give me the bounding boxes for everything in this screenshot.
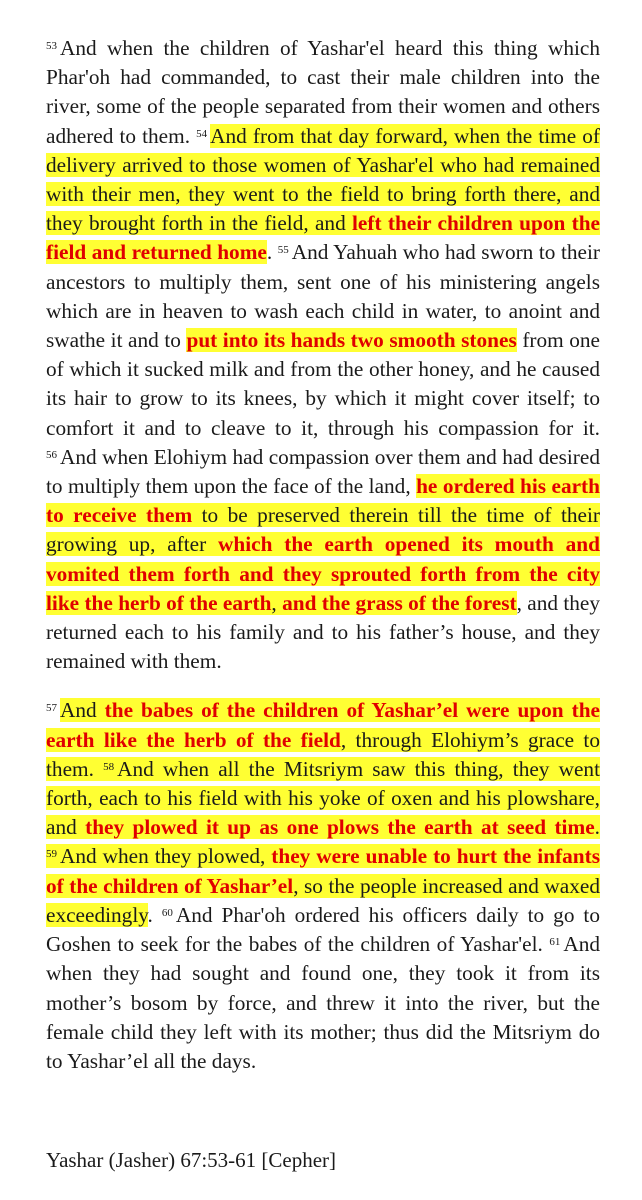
verse-59-text-cont: , so the people increased and waxed exceedingly: [46, 873, 600, 927]
verse-56-text-end: , and they returned each to his family and to his father’s house, and they remained with them.: [46, 590, 601, 674]
punctuation: .: [594, 815, 600, 840]
verse-number: 53: [46, 40, 57, 52]
verse-57-59-highlight: [46, 698, 600, 926]
emphasis-phrase: left their children upon the field and returned home: [46, 211, 600, 265]
verse-number: 55: [277, 244, 289, 257]
punctuation: ,: [271, 590, 277, 615]
verse-59-text: And when they plowed,: [60, 844, 266, 869]
verse-55-text: And Yahuah who had sworn to their ancestors to multiply them, sent one of his ministering angels which are in heaven to wash each child in water, to anoint and swathe it and to: [46, 240, 600, 353]
verse-54-text: And from that day forward, when the time of delivery arrived to those women of Yashar'el who had remained with their men, they went to the field to bring forth there, and they brought forth in the field, and: [46, 123, 600, 236]
verse-number: 56: [46, 448, 57, 461]
punctuation: .: [147, 902, 153, 927]
emphasis-phrase: and the grass of the forest: [282, 590, 517, 615]
verse-61-text: And when they had sought and found one, they took it from its mother’s bosom by force, and threw it into the river, but the female child they left with its mother; thus did the Mitsriym do to Yashar’el all the days.: [46, 932, 600, 1073]
verse-number: 57: [46, 702, 57, 715]
verse-56-text-cont: to be preserved therein till the time of their growing up, after: [46, 503, 600, 557]
verse-55-text-cont: from one of which it sucked milk and from the other honey, and he caused its hair to grow to its knees, by which it might cover itself; to comfort it and to cleave to it, through his compassion for it.: [46, 328, 601, 440]
scripture-passage: [46, 34, 600, 1076]
verse-57-text: And: [60, 698, 97, 723]
emphasis-phrase: the babes of the children of Yashar’el were upon the earth like the herb of the field: [46, 698, 600, 752]
verse-58-text: And when all the Mitsriym saw this thing, they went forth, each to his field with his yoke of oxen and his plowshare, and: [46, 756, 600, 840]
source-citation: Yashar (Jasher) 67:53-61 [Cepher]: [46, 1148, 337, 1172]
verse-56-text: And when Elohiym had compassion over them and had desired to multiply them upon the face of the land,: [46, 444, 600, 499]
emphasis-phrase: they plowed it up as one plows the earth at seed time: [85, 815, 595, 840]
emphasis-phrase: which the earth opened its mouth and vomited them forth and they sprouted forth from the city like the herb of the earth: [46, 532, 600, 615]
emphasis-phrase: they were unable to hurt the infants of the children of Yashar’el: [46, 844, 601, 898]
paragraph-verses-53-56: [46, 34, 600, 676]
verse-number: 54: [196, 127, 208, 140]
emphasis-phrase: put into its hands two smooth stones: [186, 328, 517, 353]
verse-number: 60: [161, 906, 173, 919]
verse-60-text: And Phar'oh ordered his officers daily to go to Goshen to seek for the babes of the children of Yashar'el.: [46, 902, 600, 957]
verse-number: 58: [103, 760, 115, 773]
verse-number: 59: [46, 848, 57, 861]
verse-number: 61: [549, 936, 561, 949]
emphasis-phrase: he ordered his earth to receive them: [46, 474, 600, 528]
paragraph-verses-57-61: [46, 696, 600, 1076]
verse-57-text-cont: , through Elohiym’s grace to them.: [46, 727, 600, 781]
verse-53-text: And when the children of Yashar'el heard this thing which Phar'oh had commanded, to cast their male children into the river, some of the people separated from their women and others adhered to them.: [46, 36, 600, 148]
punctuation: .: [266, 240, 273, 265]
